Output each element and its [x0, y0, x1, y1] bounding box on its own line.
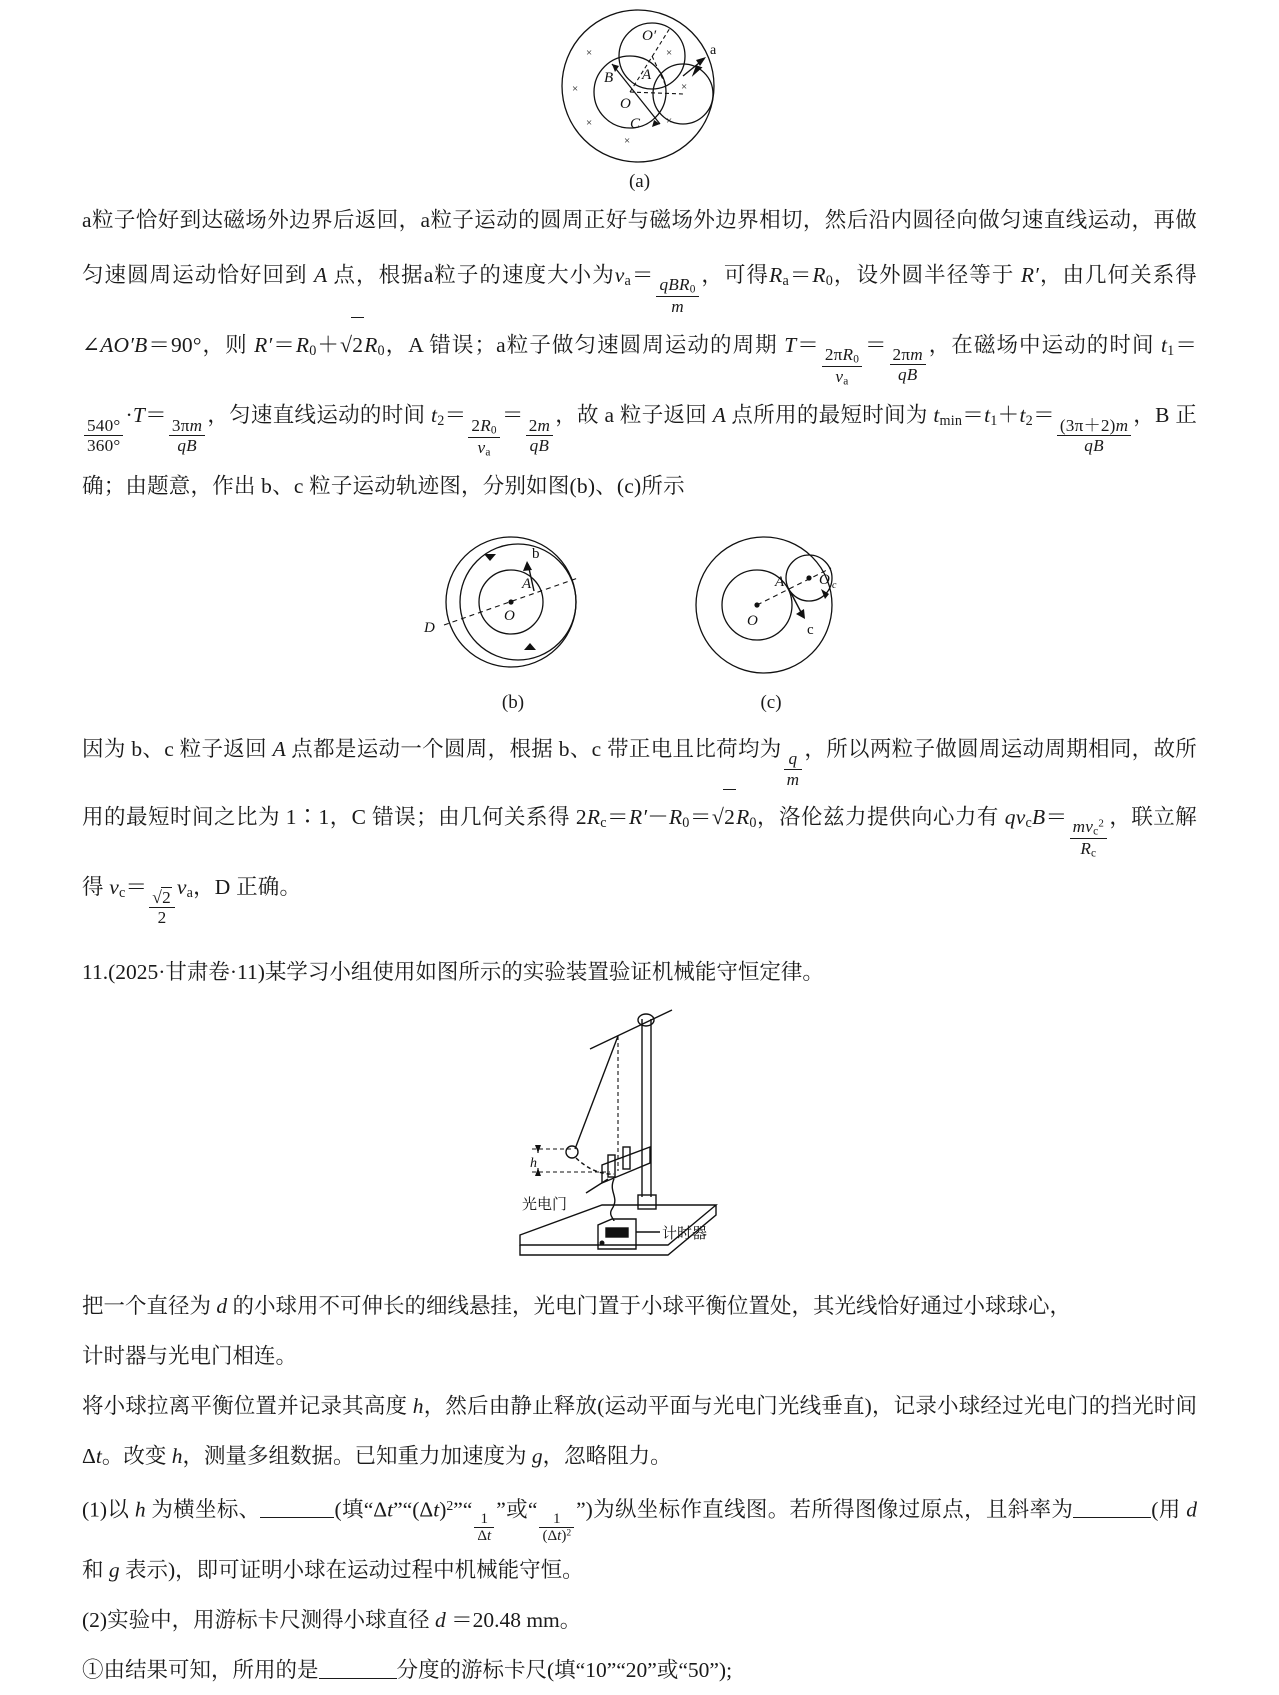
p1-l5a: 短时间为 [840, 403, 928, 428]
stem-l3a: 将小球拉离平衡位置并记录其高度 [82, 1393, 408, 1418]
p2-l3c: ，D 正确。 [193, 875, 302, 900]
svg-text:×: × [680, 81, 687, 93]
p1-l1: a粒子恰好到达磁场外边界后返回，a粒子运动的圆周正好与磁场外边界相切，然后沿内圆径向做匀速直线 [82, 208, 1088, 232]
stem-l4a: 门的挡光时间 Δ [82, 1393, 1197, 1468]
solution-paragraph-2: 因为 b、c 粒子返回 A 点都是运动一个圆周，根据 b、c 带正电且比荷均为 $\frac{q}{m}$ ，所以两粒子做圆周运动周期相同，故所用的最短时间之比为 1∶1，C 错误；由几何关系得 $2R_c=R'-R_0=√2R_0$，洛伦兹力提供向心力有 $qv_cB=$ $\frac{mv_c^2}{R_c}$ ，联立解得 $v_c=$ $\frac{√2}{2}$ $v_a$，D 正确。 [82, 737, 1198, 928]
p1-l2b: 点，根据a粒子的速度大小为 [333, 263, 615, 287]
label-b: b [531, 546, 539, 563]
q1-l1f: ”“ [453, 1497, 473, 1522]
formula-lorentz: $\frac{mv_c^2}{R_c}$ [1070, 817, 1107, 860]
p2-l2a: 相同，故所用的最短时间之比为 1∶1，C 错误；由几何关系得 2 [82, 737, 1197, 829]
p2-l3b: ，联立解得 [82, 804, 1198, 900]
label-D: D [423, 620, 435, 637]
figure-apparatus-block [82, 997, 1197, 1275]
label-timer: 计时器 [661, 1224, 707, 1242]
stem-l2: 计时器与光电门相连。 [82, 1343, 298, 1368]
stem-l1b: 的小球用不可伸长的细线悬挂，光电门置于小球平衡位置处，其光线恰好通过小球球心， [232, 1293, 1072, 1318]
q1-l1c: (填“Δ [334, 1497, 388, 1522]
formula-inv-dt: $\frac{1}{\Delta t}$ [474, 1511, 494, 1546]
formula-t1: $\frac{540^\circ}{360^\circ}$ [84, 416, 123, 456]
sqrt2: √2 [340, 317, 364, 373]
q1-l1a: (1)以 [82, 1497, 130, 1522]
figure-a-caption: (a) [628, 171, 651, 192]
sub-question-2: (2)实验中，用游标卡尺测得小球直径 d ＝20.48 mm。 [82, 1608, 582, 1633]
formula-t1b: $\frac{3\pi m}{qB}$ [169, 416, 205, 456]
figures-bc-block [82, 520, 1197, 714]
stem-paragraph-2: 将小球拉离平衡位置并记录其高度 h，然后由静止释放(运动平面与光电门光线垂直)，记录小球经过光电门的挡光时间 Δt。改变 h，测量多组数据。已知重力加速度为 g，忽略阻力。 [82, 1393, 1197, 1468]
figure-c-caption: (c) [760, 692, 782, 714]
figure-c-svg [669, 520, 874, 690]
q1-l1e: ) [439, 1497, 447, 1522]
q2-lb: ＝20.48 mm。 [451, 1608, 582, 1633]
stem-paragraph-1: 把一个直径为 d 的小球用不可伸长的细线悬挂，光电门置于小球平衡位置处，其光线恰好通过小球球心， 计时器与光电门相连。 [82, 1293, 1072, 1368]
p2-l1a: 因为 b、c 粒子返回 [82, 737, 267, 762]
formula-vc: $\frac{√2}{2}$ [149, 887, 175, 928]
figure-a-block [82, 4, 1197, 193]
p1-l2c: ，可得 [700, 263, 770, 287]
p2-l2b: ，洛伦兹力提供向心力 [756, 804, 977, 829]
p1-l3f: ＝ [796, 332, 820, 357]
stem-l4c: ，测量多组数据。已知重力加速度为 [182, 1443, 527, 1468]
label-Oc-sub: c [831, 580, 836, 592]
label-O-prime: O′ [641, 28, 656, 44]
p2-l3a: 有 [976, 804, 999, 829]
q2-sub1a: ①由结果可知，所用的是 [82, 1658, 319, 1683]
p2-l1b: 点都是运动一个圆周，根据 b、c 带正电且比荷均为 [291, 737, 782, 762]
figure-a [520, 4, 760, 193]
formula-tmin: $\frac{(3\pi+2)m}{qB}$ [1057, 416, 1131, 456]
label-c: c [806, 622, 814, 639]
q2-sub1b: 分度的游标卡尺(填“10”“20”或“50”); [396, 1658, 733, 1683]
p1-l3e: ，A 错误；a粒子做匀速圆周运动的周期 [384, 332, 778, 357]
q1-l1d: ”“(Δ [393, 1497, 434, 1522]
figure-apparatus-svg [490, 997, 790, 1275]
p1-l2a: 运动，再做匀速圆周运动恰好回到 [82, 208, 1197, 287]
label-A-c: A [774, 574, 784, 591]
p1-l4e: 点所用的最 [731, 403, 841, 428]
p1-l3a: 于 [991, 263, 1015, 287]
p2-l1c: ，所以两粒子做圆周运动周期 [804, 737, 1089, 762]
figure-c [669, 520, 874, 714]
p1-l3d: ＝ [272, 332, 296, 357]
svg-text:×: × [585, 47, 592, 59]
label-photogate: 光电门 [521, 1195, 567, 1213]
q1-l1h: ”)为纵坐标作直线图。若所得图像过原点， [576, 1497, 986, 1522]
q1-l2d: 表示)，即可证明小球在运动过程中机械能守恒。 [125, 1558, 584, 1583]
svg-text:×: × [665, 115, 672, 127]
svg-text:×: × [585, 117, 592, 129]
question-11-heading: 11.(2025·甘肃卷·11)某学习小组使用如图所示的实验装置验证机械能守恒定律。 [82, 959, 824, 984]
p1-l3b: ，由几何关系得∠ [82, 263, 1198, 357]
label-O-c: O [746, 613, 758, 630]
formula-inv-dt2: $\frac{1}{(\Delta t)^2}$ [539, 1511, 574, 1546]
label-Oc: O [818, 572, 830, 589]
formula-T: $\frac{2\pi R_0}{v_a}$ [822, 345, 862, 388]
figure-b-svg [406, 520, 621, 690]
stem-l3b: ，然后由静止释放(运动平面与光电门光线垂直)，记录小球经过光电 [423, 1393, 1068, 1418]
figure-b [406, 520, 621, 714]
stem-l4d: ，忽略阻力。 [542, 1443, 672, 1468]
p1-l2d: ，设外圆半径等 [833, 263, 992, 287]
q1-l1g: ”或“ [496, 1497, 538, 1522]
label-O-b: O [503, 608, 515, 625]
answer-blank-2[interactable] [1073, 1496, 1151, 1519]
label-C: C [629, 116, 640, 132]
textbook-page [0, 4, 1279, 1683]
formula-T2: $\frac{2\pi m}{qB}$ [890, 345, 926, 385]
p1-l4b: ，在磁场中运动的时间 [927, 332, 1155, 357]
label-h: h [529, 1155, 537, 1171]
sqrt2-b: √2 [712, 789, 736, 845]
q2-la: (2)实验中，用游标卡尺测得小球直径 [82, 1608, 430, 1633]
label-a: a [709, 43, 716, 58]
svg-text:×: × [665, 47, 672, 59]
svg-text:×: × [571, 83, 578, 95]
p1-l4d: ，故 a 粒子返回 [555, 403, 708, 428]
formula-t2: $\frac{2R_0}{v_a}$ [468, 416, 499, 459]
stem-l4b: 。改变 [101, 1443, 167, 1468]
figure-b-caption: (b) [501, 692, 525, 714]
q1-l2b: (用 [1151, 1497, 1181, 1522]
stem-l1a: 把一个直径为 [82, 1293, 212, 1318]
p1-l4c: ，匀速直线运动的时间 [207, 403, 426, 428]
sub-question-1: (1)以 h 为横坐标、 (填“$\Delta t”“(\Delta t)^2”“$ $\frac{1}{\Delta t}$ ”或“ $\frac{1}{(\Delta t)^2}$ ”)为纵坐标作直线图。若所得图像过原点，且斜率为 (用 d 和 g 表示)，即可证明小球在运动过程中机械能守恒。 [82, 1497, 1197, 1583]
p1-l5b: ，B 正确；由题意，作出 b、c 粒子运动轨迹图，分别如图(b)、(c)所示 [82, 403, 1198, 499]
solution-paragraph-1: a粒子恰好到达磁场外边界后返回，a粒子运动的圆周正好与磁场外边界相切，然后沿内圆径向做匀速直线运动，再做匀速圆周运动恰好回到 A 点，根据a粒子的速度大小为$v_a=$ $\frac{qBR_0}{m}$ ，可得$R_a=R_0$，设外圆半径等于 R′，由几何关系得∠AO′B＝90°，则 $R'=R_0+√2R_0$，A 错误；a粒子做匀速圆周运动的周期 T＝ $\frac{2\pi R_0}{v_a}$ ＝ $\frac{2\pi m}{qB}$ ，在磁场中运动的时间 $t_1=$ $\frac{540^\circ}{360^\circ}$ ·T＝ $\frac{3\pi m}{qB}$ ，匀速直线运动的时间 $t_2=$ $\frac{2R_0}{v_a}$ ＝ $\frac{2m}{qB}$ ，故 a 粒子返回 A 点所用的最短时间为 $t_{min}=t_1+t_2=$ $\frac{(3\pi+2)m}{qB}$ ，B 正确；由题意，作出 b、c 粒子运动轨迹图，分别如图(b)、(c)所示 [82, 208, 1198, 499]
label-A: A [641, 67, 651, 83]
svg-text:×: × [623, 135, 630, 147]
formula-t2b: $\frac{2m}{qB}$ [526, 416, 553, 456]
answer-blank-3[interactable] [319, 1657, 397, 1680]
figure-a-svg [520, 4, 760, 169]
sub-question-2-1 [82, 1645, 1197, 1695]
answer-blank-1[interactable] [260, 1496, 334, 1519]
formula-va: $\frac{qBR_0}{m}$ [656, 275, 698, 316]
q1-l2c: 和 [82, 1558, 104, 1583]
q1-l1b: 为横坐标、 [151, 1497, 261, 1522]
label-O: O [619, 96, 631, 112]
p1-l3c: ＝90°，则 [147, 332, 248, 357]
q1-l2a: 且斜率为 [985, 1497, 1074, 1522]
formula-qm: $\frac{q}{m}$ [784, 749, 803, 789]
label-A-b: A [521, 576, 531, 593]
label-B: B [603, 70, 613, 86]
